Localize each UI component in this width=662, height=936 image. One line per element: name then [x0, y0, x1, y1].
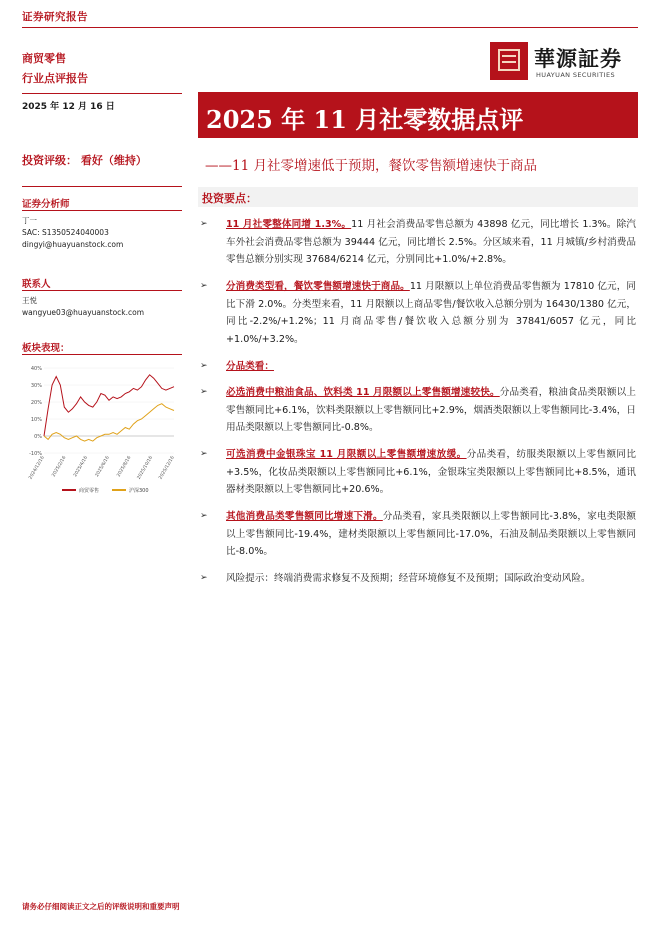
logo-text-cn: 華源証券 — [534, 46, 622, 71]
y-tick-label: 0% — [34, 434, 42, 440]
analyst-name: 丁一 — [22, 216, 37, 225]
key-point-highlight: 11 月社零整体同增 1.3%。 — [226, 219, 352, 230]
sector-label: 商贸零售 — [22, 52, 66, 65]
page-title: 2025 年 11 月社零数据点评 — [206, 105, 524, 134]
arrow-bullet-icon: ➢ — [200, 573, 208, 583]
arrow-bullet-icon: ➢ — [200, 281, 208, 291]
y-tick-label: 10% — [30, 417, 42, 423]
key-point-highlight: 分消费类型看，餐饮零售额增速快于商品。 — [226, 281, 410, 292]
key-point-text: 风险提示：终端消费需求修复不及预期；经营环境修复不及预期；国际政治变动风险。 — [226, 573, 591, 584]
key-point-highlight: 可选消费中金银珠宝 11 月限额以上零售额增速放缓。 — [226, 449, 467, 460]
y-tick-label: 40% — [30, 366, 42, 372]
key-point-1 — [200, 216, 638, 270]
logo-text-en: HUAYUAN SECURITIES — [536, 71, 615, 79]
key-point-2 — [200, 278, 638, 350]
contact-name: 王悦 — [22, 296, 37, 305]
key-point-7 — [200, 570, 638, 606]
key-point-text: 11 月社会消费品零售总额为 43898 亿元，同比增长 1.3%。除汽车外社会消费品零售总额为 39444 亿元，同比增长 2.5%。分区域来看，11 月城镇/乡村消费品零售总额分别实现 37684/6214 亿元，分别同比+1.0%/+2.8%。 — [226, 219, 636, 265]
x-tick-label: 2024/12/16 — [28, 455, 46, 481]
contact-divider — [22, 290, 182, 291]
key-point-text: 11 月限额以上单位消费品零售额为 17810 亿元，同比下滑 2.0%。分类型来看，11 月限额以上商品零售/餐饮收入总额分别为 16430/1380 亿元，同比-2.2%/+1.2%；11 月商品零售/餐饮收入总额分别为 37841/6057 亿元，同比+1.0%/+3.2%。 — [226, 281, 636, 345]
arrow-bullet-icon: ➢ — [200, 387, 208, 397]
analyst-email[interactable]: dingyi@huayuanstock.com — [22, 240, 124, 249]
key-point-6 — [200, 508, 638, 562]
investment-rating: 投资评级： 看好（维持） — [22, 154, 147, 167]
y-tick-label: -10% — [29, 451, 42, 457]
key-points-heading: 投资要点： — [202, 192, 257, 205]
report-type-label: 行业点评报告 — [22, 72, 88, 85]
legend-label: 沪深300 — [129, 488, 149, 494]
key-point-highlight: 分品类看： — [226, 361, 274, 372]
key-point-text: 分品类看，粮油食品类限额以上零售额同比+6.1%，饮料类限额以上零售额同比+2.9%，烟酒类限额以上零售额同比-3.4%，日用品类限额以上零售额同比-0.8%。 — [226, 387, 637, 433]
top-divider — [22, 27, 638, 28]
y-tick-label: 30% — [30, 383, 42, 389]
left-divider — [22, 93, 182, 94]
key-point-text: 分品类看，家具类限额以上零售额同比-3.8%，家电类限额以上零售额同比-19.4%，建材类限额以上零售额同比-17.0%，石油及制品类限额以上零售额同比-8.0%。 — [226, 511, 637, 557]
report-category: 证券研究报告 — [22, 11, 88, 23]
series-line-1 — [44, 404, 174, 441]
x-tick-label: 2025/8/16 — [116, 455, 133, 478]
sector-performance-chart — [22, 358, 182, 500]
title-banner — [198, 92, 638, 138]
analyst-sac: SAC: S1350524040003 — [22, 228, 109, 237]
key-point-4 — [200, 384, 638, 438]
footer-disclaimer: 请务必仔细阅读正文之后的评级说明和重要声明 — [22, 902, 180, 911]
key-point-highlight: 必选消费中粮油食品、饮料类 11 月限额以上零售额增速较快。 — [226, 387, 500, 398]
logo-mark-icon — [490, 42, 528, 80]
contact-heading: 联系人 — [22, 279, 51, 290]
key-point-highlight: 其他消费品类零售额同比增速下滑。 — [226, 511, 383, 522]
x-tick-label: 2025/4/16 — [73, 455, 90, 478]
y-tick-label: 20% — [30, 400, 42, 406]
analysts-divider — [22, 210, 182, 211]
key-points-header — [198, 187, 638, 207]
key-point-5 — [200, 446, 638, 500]
sector-perf-heading: 板块表现： — [22, 343, 70, 354]
arrow-bullet-icon: ➢ — [200, 511, 208, 521]
series-line-0 — [44, 375, 174, 436]
x-tick-label: 2025/6/16 — [94, 455, 111, 478]
x-tick-label: 2025/10/16 — [136, 455, 155, 481]
arrow-bullet-icon: ➢ — [200, 361, 208, 371]
page-subtitle: ——11 月社零增速低于预期，餐饮零售额增速快于商品 — [205, 158, 537, 174]
arrow-bullet-icon: ➢ — [200, 219, 208, 229]
key-point-text: 分品类看，纺服类限额以上零售额同比+3.5%，化妆品类限额以上零售额同比+6.1%，金银珠宝类限额以上零售额同比+8.5%，通讯器材类限额以上零售额同比+20.6%。 — [226, 449, 637, 495]
key-point-3 — [200, 358, 638, 376]
arrow-bullet-icon: ➢ — [200, 449, 208, 459]
left-divider-2 — [22, 186, 182, 187]
legend-label: 商贸零售 — [79, 488, 100, 494]
contact-email[interactable]: wangyue03@huayuanstock.com — [22, 308, 145, 317]
sector-perf-divider — [22, 354, 182, 355]
report-date: 2025 年 12 月 16 日 — [22, 102, 115, 112]
x-tick-label: 2025/12/16 — [158, 455, 176, 481]
x-tick-label: 2025/2/16 — [51, 455, 68, 478]
huayuan-logo — [490, 42, 638, 82]
chart-svg — [22, 358, 182, 500]
analysts-heading: 证券分析师 — [22, 199, 70, 210]
